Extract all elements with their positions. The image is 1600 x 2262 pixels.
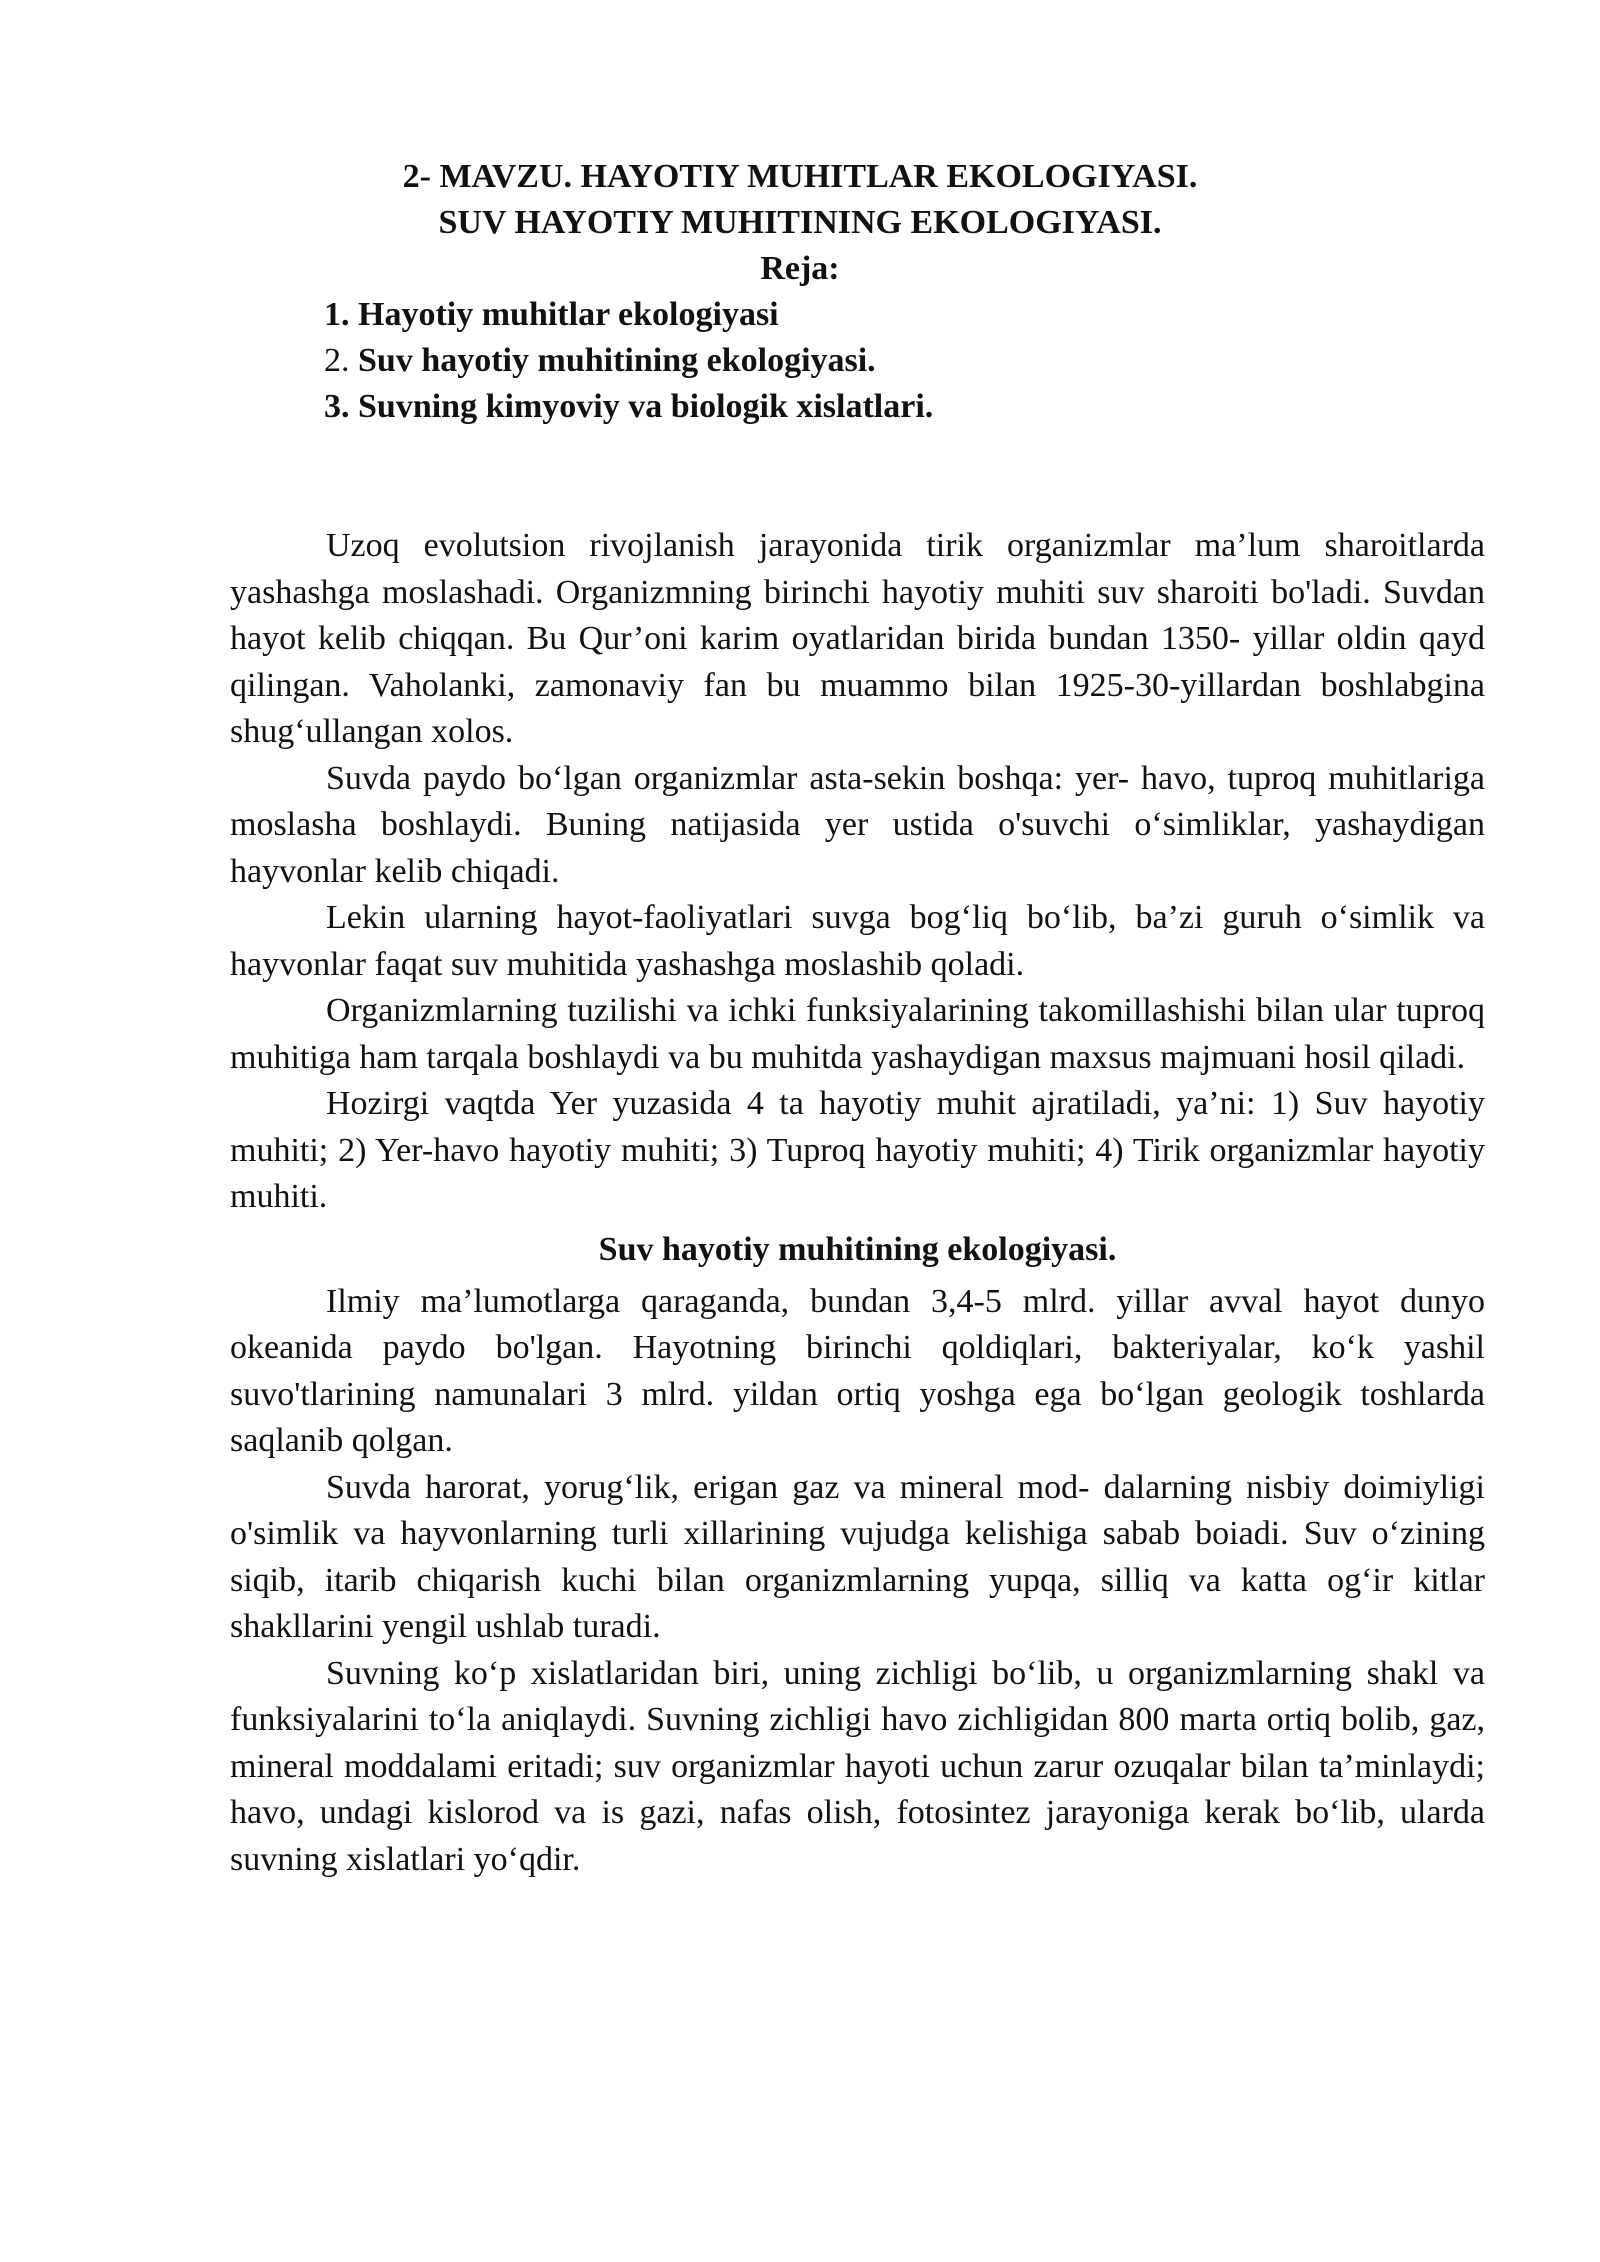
plan-item-text: Hayotiy muhitlar ekologiyasi [358, 296, 779, 333]
paragraph: Organizmlarning tuzilishi va ichki funksiyalarining takomillashishi bilan ular tuproq muhitiga ham tarqala boshlaydi va bu muhitda yashaydigan maxsus majmuani hosil qiladi. [230, 992, 1485, 1076]
paragraph: Hozirgi vaqtda Yer yuzasida 4 ta hayotiy muhit ajratiladi, ya’ni: 1) Suv hayotiy muhiti; 2) Yer-havo hayotiy muhiti; 3) Tuproq hayotiy muhiti; 4) Tirik organizmlar hayotiy muhiti. [230, 1085, 1485, 1215]
paragraph: Suvda harorat, yorug‘lik, erigan gaz va mineral mod- dalarning nisbiy doimiyligi o'simlik va hayvonlarning turli xillarining vujudga kelishiga sabab boiadi. Suv o‘zining siqib, itarib chiqarish kuchi bilan organizmlarning yupqa, silliq va katta og‘ir kitlar shakllarini yengil ushlab turadi. [230, 1468, 1485, 1645]
plan-item-number: 2. [324, 342, 350, 379]
paragraph: Lekin ularning hayot-faoliyatlari suvga bog‘liq bo‘lib, ba’zi guruh o‘simlik va hayvonlar faqat suv muhitida yashashga moslashib qoladi. [230, 899, 1485, 983]
plan-item-number: 3. [324, 388, 350, 425]
plan-item-text: Suvning kimyoviy va biologik xislatlari. [358, 388, 934, 425]
document-title-line-1: 2- MAVZU. HAYOTIY MUHITLAR EKOLOGIYASI. [402, 158, 1198, 195]
body-text [230, 523, 1485, 1883]
section-heading: Suv hayotiy muhitining ekologiyasi. [598, 1230, 1117, 1268]
plan-item-3 [324, 384, 933, 430]
paragraph: Suvning ko‘p xislatlaridan biri, uning zichligi bo‘lib, u organizmlarning shakl va funksiyalarini to‘la aniqlaydi. Suvning zichligi havo zichligidan 800 marta ortiq bolib, gaz, mineral moddalami eritadi; suv organizmlar hayoti uchun zarur ozuqalar bilan ta’minlaydi; havo, undagi kislorod va is gazi, nafas olish, fotosintez jarayoniga kerak bo‘lib, ularda suvning xislatlari yo‘qdir. [230, 1654, 1485, 1878]
plan-item-2 [324, 338, 876, 384]
plan-item-text: Suv hayotiy muhitining ekologiyasi. [358, 342, 876, 379]
document-title-line-2: SUV HAYOTIY MUHITINING EKOLOGIYASI. [438, 204, 1162, 241]
plan-item-number: 1. [324, 296, 350, 333]
paragraph: Uzoq evolutsion rivojlanish jarayonida tirik organizmlar ma’lum sharoitlarda yashashga moslashadi. Organizmning birinchi hayotiy muhiti suv sharoiti bo'ladi. Suvdan hayot kelib chiqqan. Bu Qur’oni karim oyatlaridan birida bundan 1350- yillar oldin qayd qilingan. Vaholanki, zamonaviy fan bu muammo bilan 1925-30-yillardan boshlabgina shug‘ullangan xolos. [230, 527, 1485, 750]
plan-item-1 [324, 292, 779, 338]
paragraph: Suvda paydo bo‘lgan organizmlar asta-sekin boshqa: yer- havo, tuproq muhitlariga moslasha boshlaydi. Buning natijasida yer ustida o'suvchi o‘simliklar, yashaydigan hayvonlar kelib chiqadi. [230, 759, 1485, 890]
plan-heading: Reja: [760, 250, 840, 287]
paragraph: Ilmiy ma’lumotlarga qaraganda, bundan 3,4-5 mlrd. yillar avval hayot dunyo okeanida paydo bo'lgan. Hayotning birinchi qoldiqlari, bakteriyalar, ko‘k yashil suvo'tlarining namunalari 3 mlrd. yildan ortiq yoshga ega bo‘lgan geologik toshlarda saqlanib qolgan. [230, 1282, 1485, 1459]
